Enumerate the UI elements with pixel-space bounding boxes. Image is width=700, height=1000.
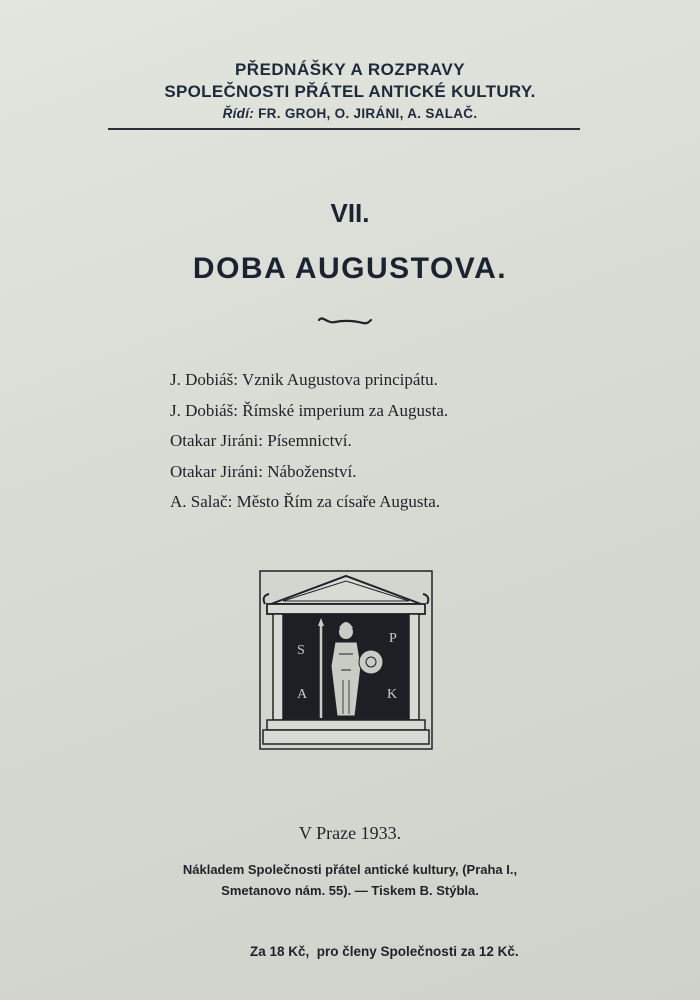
editors-label: Řídí: — [222, 106, 255, 121]
emblem-letter-p: P — [389, 631, 397, 646]
contents-title: Římské imperium za Augusta. — [242, 400, 449, 420]
publisher-line1: Nákladem Společnosti přátel antické kultury, (Praha I., — [182, 862, 518, 877]
volume-title: DOBA AUGUSTOVA. — [192, 252, 508, 285]
emblem-letter-k: K — [387, 687, 398, 702]
contents-item — [170, 431, 448, 462]
contents-title: Vznik Augustova principátu. — [241, 370, 438, 389]
contents-title: Náboženství. — [267, 461, 357, 481]
emblem-letter-a: A — [297, 687, 308, 702]
series-title-line2: SPOLEČNOSTI PŘÁTEL ANTICKÉ KULTURY. — [164, 82, 536, 101]
publisher-line2: Smetanovo nám. 55). — Tiskem B. Stýbla. — [221, 883, 479, 898]
contents-title: Písemnictví. — [267, 431, 352, 450]
contents-author: Otakar Jiráni: — [170, 431, 263, 450]
editors-names: FR. GROH, O. JIRÁNI, A. SALAČ. — [258, 106, 478, 121]
header-rule — [108, 128, 580, 130]
series-title-line1: PŘEDNÁŠKY A ROZPRAVY — [234, 60, 466, 79]
series-editors — [0, 106, 700, 121]
contents-author: Otakar Jiráni: — [170, 461, 263, 481]
contents-author: A. Salač: — [170, 492, 233, 511]
contents-title: Město Řím za císaře Augusta. — [236, 492, 441, 511]
contents-item — [170, 401, 448, 432]
emblem-letter-s: S — [297, 643, 305, 658]
contents-item — [170, 370, 448, 401]
ornament-swash-icon — [315, 312, 375, 332]
contents-author: J. Dobiáš: — [170, 400, 238, 420]
temple-athena-emblem — [259, 570, 433, 750]
price-text: Za 18 Kč, pro členy Společnosti za 12 Kč. — [250, 944, 519, 959]
contents-author: J. Dobiáš: — [170, 370, 238, 389]
contents-list — [170, 370, 448, 523]
volume-number: VII. — [330, 198, 370, 228]
contents-item — [170, 492, 448, 523]
place-year: V Praze 1933. — [298, 823, 402, 843]
contents-item — [170, 462, 448, 493]
